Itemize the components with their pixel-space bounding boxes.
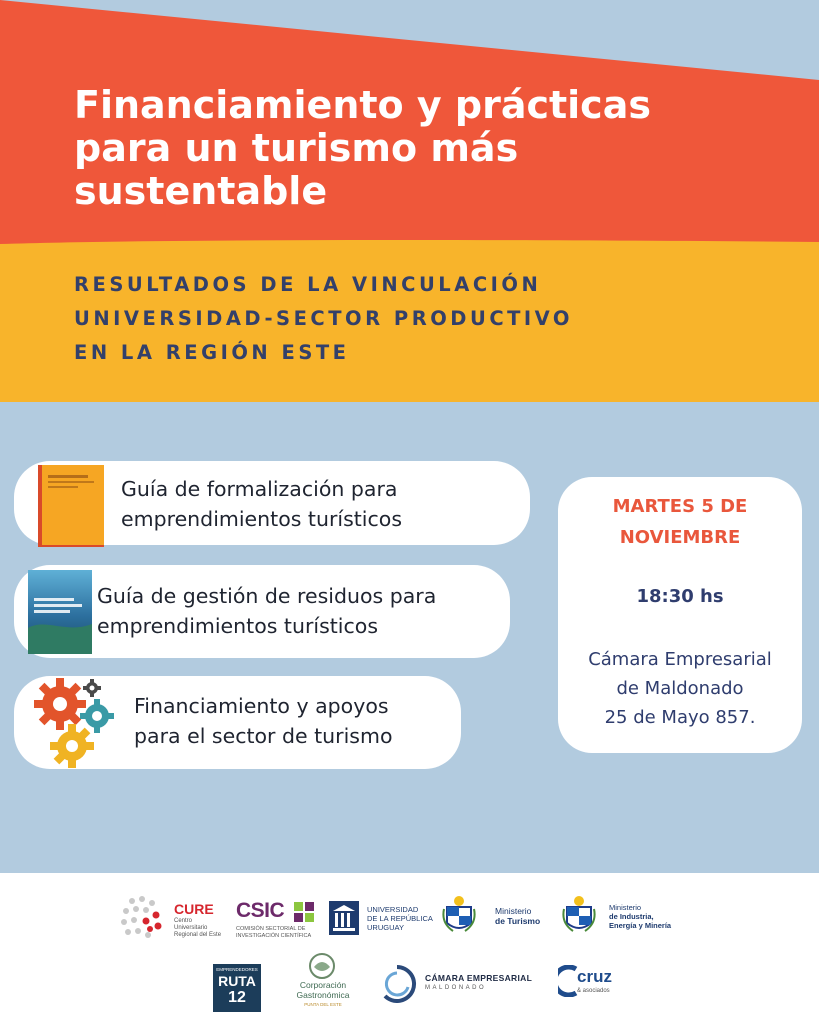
logo-caption-line: PUNTA DEL ESTE bbox=[304, 1002, 342, 1007]
event-date bbox=[558, 491, 802, 553]
logo-caption-line: de Industria, bbox=[609, 912, 654, 921]
logo-cruz-caption: & asociados bbox=[577, 988, 610, 994]
logo-miem-caption bbox=[609, 903, 671, 930]
event-date-line: NOVIEMBRE bbox=[619, 527, 741, 548]
event-location-line: Cámara Empresarial bbox=[588, 649, 772, 670]
event-time: 18:30 hs bbox=[636, 586, 724, 607]
subtitle-line: UNIVERSIDAD-SECTOR PRODUCTIVO bbox=[74, 307, 574, 330]
logo-mintur-caption bbox=[495, 906, 540, 926]
logo-cruz bbox=[558, 965, 628, 1005]
page-subtitle bbox=[74, 268, 694, 370]
resource-title-line: para el sector de turismo bbox=[134, 724, 393, 748]
event-info-card bbox=[558, 477, 802, 753]
logo-caption-line: de Turismo bbox=[495, 916, 541, 926]
logo-caption-line: Ministerio bbox=[609, 903, 642, 912]
book-cover-icon bbox=[26, 568, 94, 656]
logo-camara-empresarial bbox=[377, 963, 547, 1007]
logo-caption-line: Corporación bbox=[299, 980, 347, 990]
title-line: Financiamiento y prácticas bbox=[74, 83, 651, 127]
logo-ruta12-ruta: RUTA bbox=[218, 973, 256, 989]
logo-caption-line: Regional del Este bbox=[174, 932, 222, 938]
logo-caption-line: URUGUAY bbox=[367, 923, 404, 932]
logo-ministerio-turismo bbox=[441, 895, 551, 939]
resource-card-text bbox=[134, 691, 392, 751]
logo-caption-line: Gastronómica bbox=[296, 990, 350, 1000]
logo-caption-line: Centro Universitario bbox=[174, 918, 208, 931]
logo-udelar-caption bbox=[367, 905, 433, 932]
logo-csic-caption bbox=[236, 926, 311, 939]
title-line: sustentable bbox=[74, 169, 328, 213]
resource-title-line: Financiamiento y apoyos bbox=[134, 694, 389, 718]
sponsors-footer bbox=[0, 873, 819, 1024]
resource-card-text bbox=[97, 581, 436, 641]
corporacion-emblem-icon bbox=[308, 953, 336, 979]
event-date-line: MARTES 5 DE bbox=[612, 496, 748, 517]
logo-cure bbox=[120, 893, 225, 943]
logo-caption-line: UNIVERSIDAD bbox=[367, 905, 419, 914]
logo-ruta12-number: 12 bbox=[228, 989, 246, 1006]
subtitle-line: RESULTADOS DE LA VINCULACIÓN bbox=[74, 273, 542, 296]
gears-icon bbox=[30, 676, 120, 772]
event-location-line: 25 de Mayo 857. bbox=[604, 707, 756, 728]
book-cover-icon bbox=[34, 463, 106, 549]
page-title bbox=[74, 84, 774, 213]
logo-camara-city: MALDONADO bbox=[425, 985, 487, 991]
uruguay-coat-of-arms-icon bbox=[441, 895, 477, 935]
subtitle-line: EN LA REGIÓN ESTE bbox=[74, 341, 350, 364]
logo-csic-name: CSIC bbox=[236, 899, 285, 922]
logo-caption-line: COMISIÓN SECTORIAL DE bbox=[236, 926, 306, 932]
logo-cure-caption bbox=[174, 918, 225, 939]
logo-cruz-name: cruz bbox=[577, 967, 612, 986]
logo-csic bbox=[236, 899, 320, 941]
udelar-building-icon bbox=[329, 901, 359, 935]
resource-title-line: Guía de formalización para bbox=[121, 477, 398, 501]
logo-camara-name: CÁMARA EMPRESARIAL bbox=[425, 973, 533, 983]
event-location bbox=[558, 645, 802, 732]
uruguay-coat-of-arms-icon bbox=[561, 895, 597, 935]
logo-corp-caption bbox=[288, 980, 358, 1010]
cruz-c-icon bbox=[558, 965, 578, 997]
logo-caption-line: DE LA REPÚBLICA bbox=[367, 914, 433, 923]
event-location-line: de Maldonado bbox=[616, 678, 744, 699]
logo-caption-line: Energía y Minería bbox=[609, 921, 672, 930]
resource-title-line: emprendimientos turísticos bbox=[97, 614, 378, 638]
resource-card-text bbox=[121, 474, 402, 534]
logo-ruta12-top: EMPRENDEDORES bbox=[216, 967, 258, 972]
resource-title-line: Guía de gestión de residuos para bbox=[97, 584, 437, 608]
title-line: para un turismo más bbox=[74, 126, 519, 170]
logo-ministerio-industria bbox=[561, 895, 691, 939]
logo-udelar bbox=[329, 899, 439, 939]
logo-cure-name: CURE bbox=[174, 901, 214, 917]
logo-ruta12 bbox=[213, 964, 261, 1012]
logo-caption-line: INVESTIGACIÓN CIENTÍFICA bbox=[236, 932, 312, 939]
logo-corporacion-gastronomica bbox=[288, 953, 358, 1015]
resource-title-line: emprendimientos turísticos bbox=[121, 507, 402, 531]
camara-emblem-icon bbox=[377, 965, 417, 1003]
csic-squares-icon bbox=[294, 902, 314, 922]
logo-caption-line: Ministerio bbox=[495, 906, 532, 916]
cure-dots-icon bbox=[120, 895, 168, 941]
